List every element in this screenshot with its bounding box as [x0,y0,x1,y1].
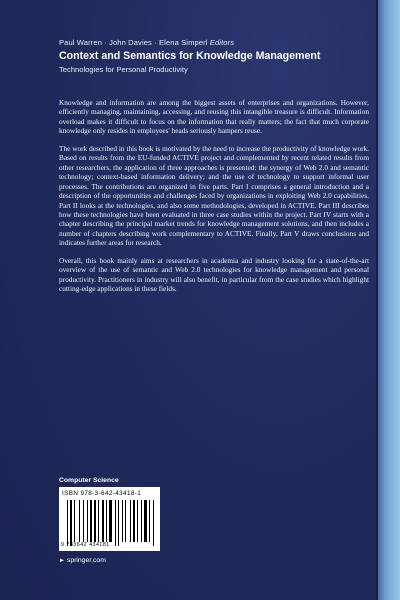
barcode-bar [153,500,154,546]
website-text: springer.com [66,557,106,564]
isbn-text: ISBN 978-3-642-43418-1 [62,490,142,497]
barcode-bar [115,500,116,546]
blurb-paragraph: The work described in this book is motivated by the need to increase the productivity of knowledge work. Based on results from the EU-funded ACTIVE project and complemented by recent related results from other researchers, the application of three approaches is presented: the synergy of Web 2.0 and semantic technology; context-based information delivery; and the use of technology to support informal user processes. The contributions are organized in five parts. Part I comprises a general introduction and a description of the opportunities and challenges faced by organizations in exploiting Web 2.0 capabilities. Part II looks at the technologies, and also some methodologies, developed in ACTIVE. Part III describes how these technologies have been evaluated in three case studies within the project. Part IV starts with a chapter describing the principal market trends for knowledge management solutions, and then includes a number of chapters describing work complementary to ACTIVE. Finally, Part V draws conclusions and indicates further areas for research. [59,143,369,248]
barcode-bar [122,500,123,542]
publisher-website [59,557,106,564]
blurb [59,98,369,302]
barcode-bar [118,500,120,546]
blurb-paragraph: Knowledge and information are among the biggest assets of enterprises and organizations. However, efficiently managing, maintaining, accessing, and reusing this intangible treasure is difficult. Information overload makes it difficult to focus on the information that really matters; the fact that much corporate knowledge only resides in employees' heads seriously hampers reuse. [59,98,369,136]
barcode-bar [102,500,104,542]
barcode-bar [137,500,138,542]
barcode-bar [130,500,131,542]
author-line [59,38,359,47]
arrow-icon: ► [59,558,65,564]
barcode-bar [106,500,107,542]
barcode-bar [98,500,99,542]
barcode [59,487,160,551]
barcode-bar [83,500,84,542]
barcode-bar [74,500,75,542]
blurb-paragraph: Overall, this book mainly aims at researchers in academia and industry looking for a state-of-the-art overview of the use of semantic and Web 2.0 technologies for knowledge management and personal productivity. Practitioners in industry will also benefit, in particular from the case studies which highlight cutting-edge applications in these fields. [59,255,369,294]
barcode-bar [141,500,142,542]
barcode-bar [125,500,127,542]
editors-tag: Editors [209,38,235,47]
barcode-bar [144,500,147,542]
book-subtitle: Technologies for Personal Productivity [59,65,188,74]
barcode-bar [90,500,93,542]
cover-header [59,38,359,74]
barcode-bar [109,500,112,542]
barcode-bar [149,500,150,542]
barcode-bar [94,500,96,542]
authors-text: Paul Warren · John Davies · Elena Simperl [59,38,208,47]
subject-category: Computer Science [59,477,119,484]
barcode-digits: 9 783642 434181 [61,542,110,548]
barcode-bar [79,500,81,542]
barcode-bar [87,500,88,542]
barcode-bar [133,500,135,542]
barcode-bar [70,500,72,546]
spine-accent-strip [376,0,400,600]
book-title: Context and Semantics for Knowledge Management [59,50,321,62]
barcode-bar [67,500,68,546]
barcode-bars [67,500,153,542]
